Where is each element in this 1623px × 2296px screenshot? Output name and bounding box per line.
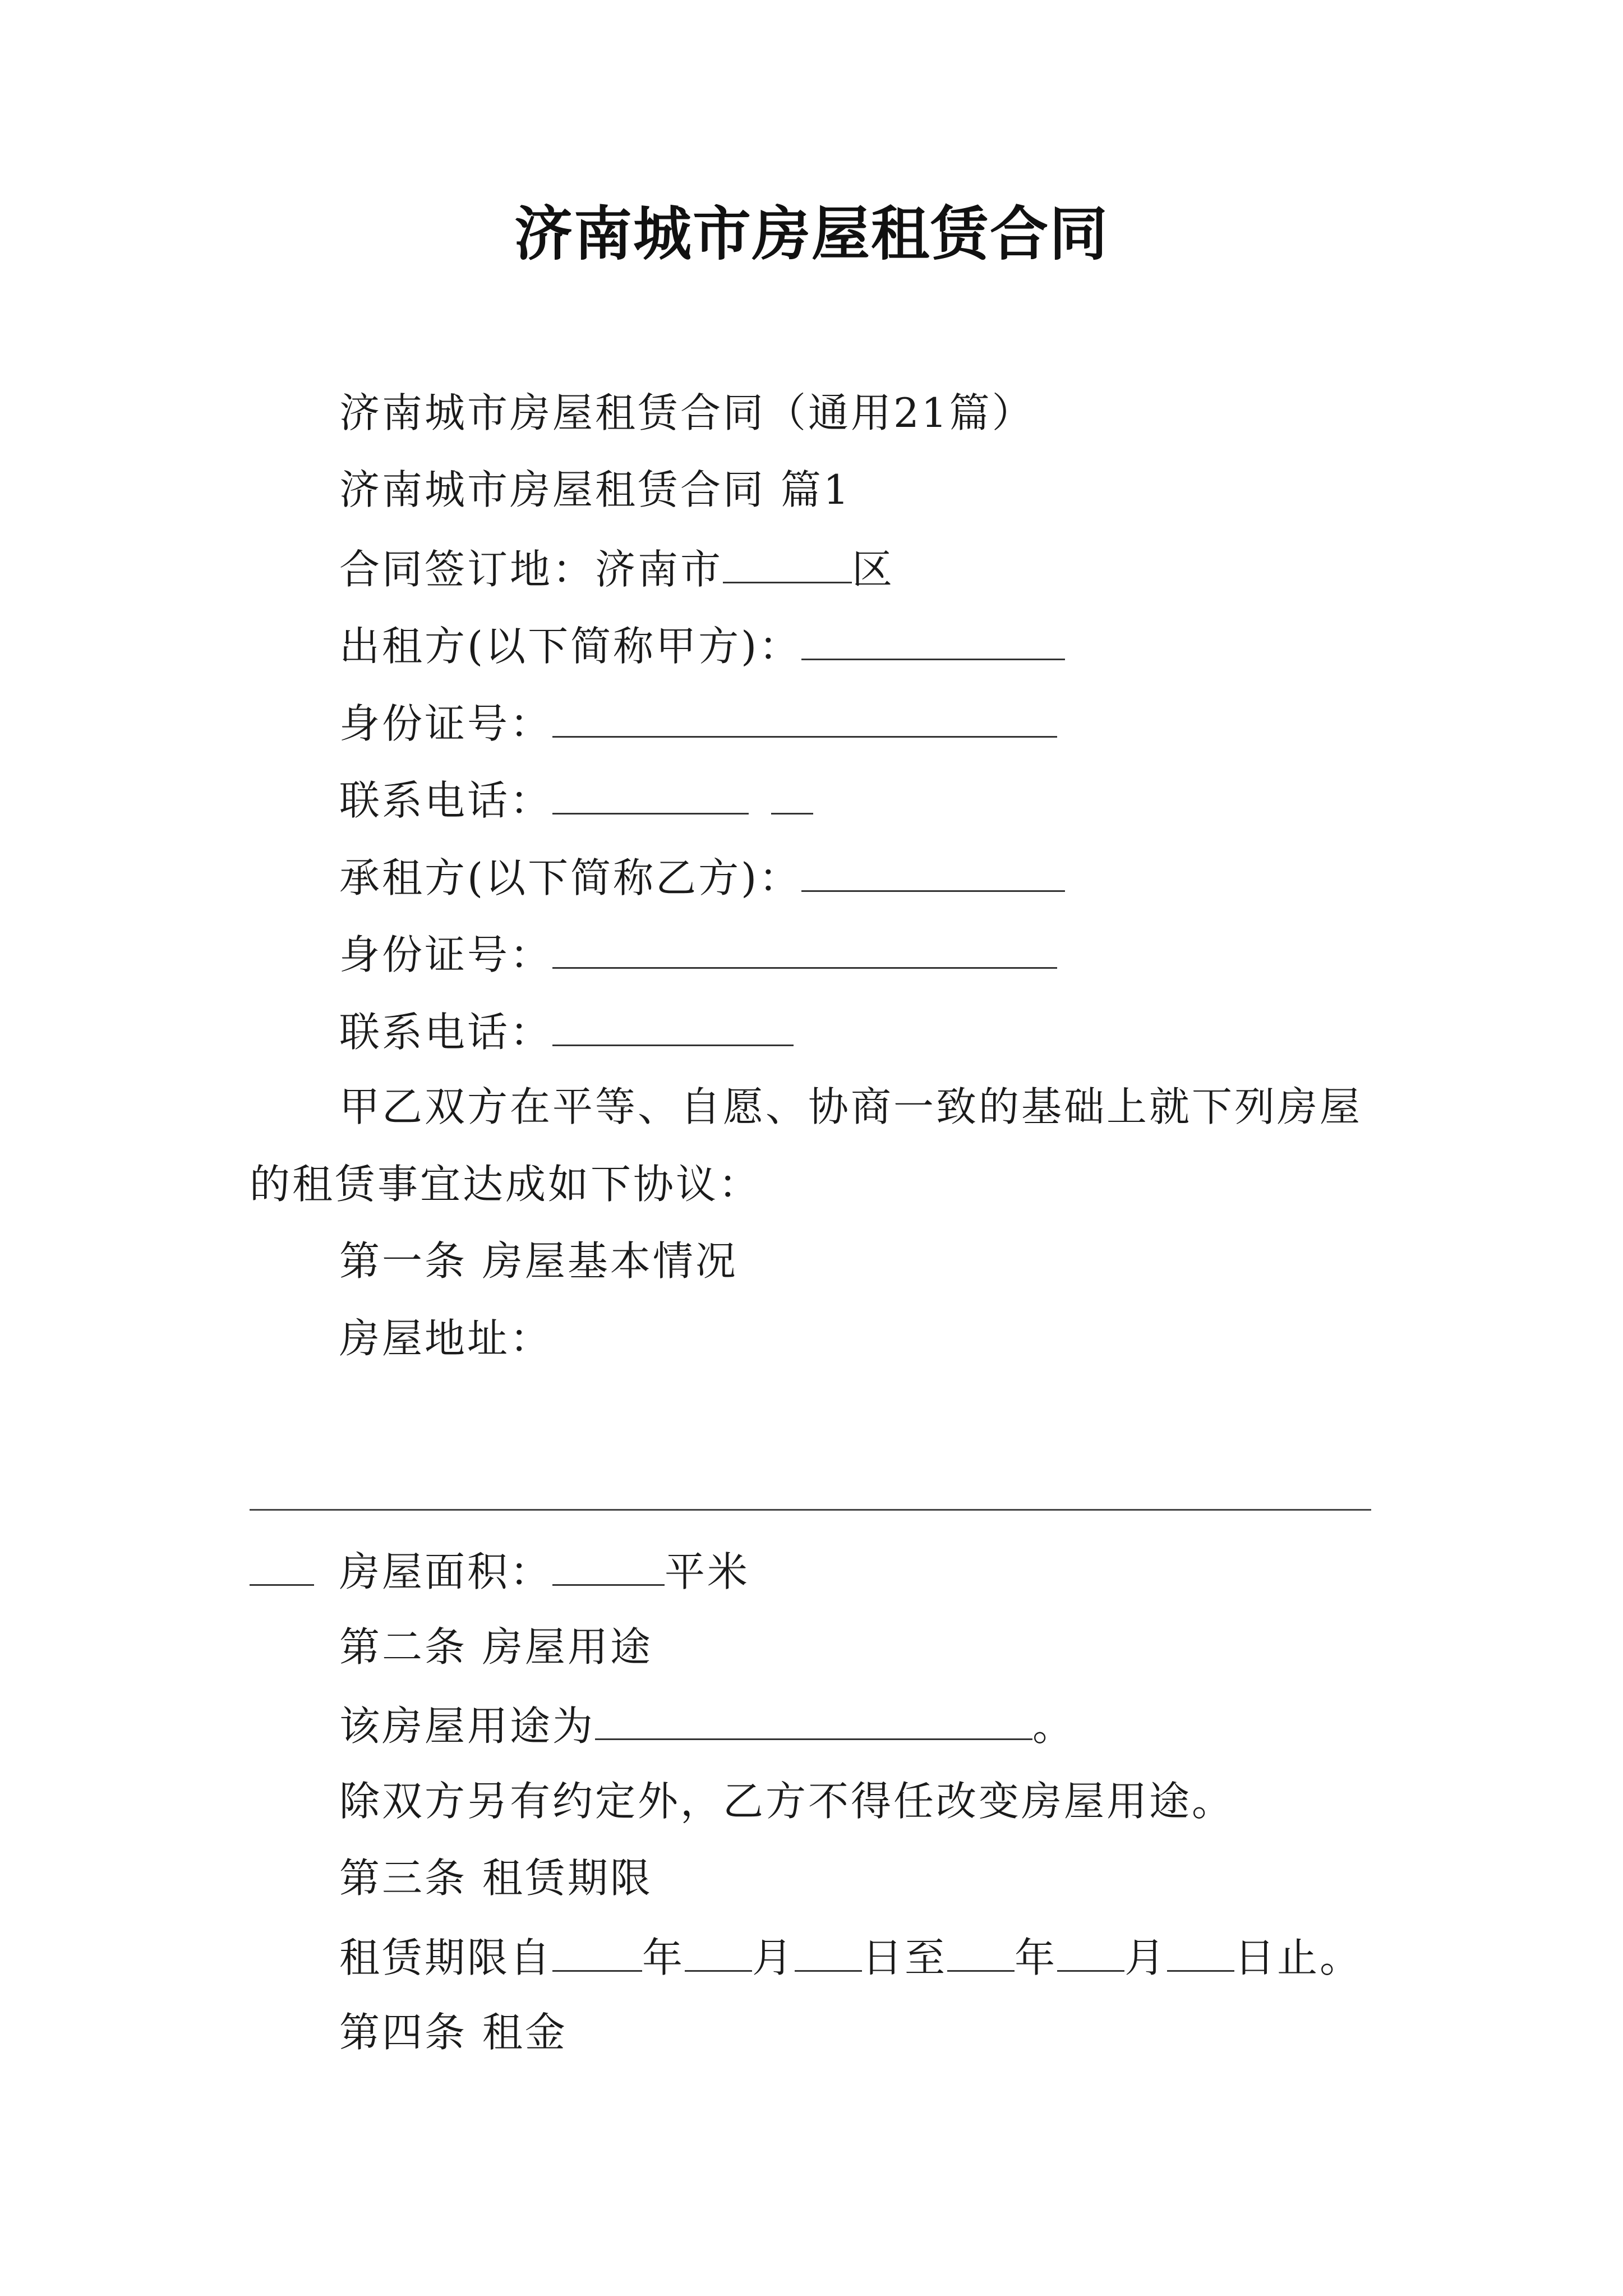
article-2-heading: 第二条 房屋用途 xyxy=(339,1623,653,1671)
area-label: 房屋面积： xyxy=(339,1548,553,1595)
term-year2-label: 年 xyxy=(1015,1934,1058,1981)
use-blank xyxy=(595,1704,1032,1740)
end-month-blank xyxy=(1057,1935,1124,1972)
start-day-blank xyxy=(795,1935,862,1972)
term-month-label: 月 xyxy=(752,1934,795,1981)
end-day-blank xyxy=(1167,1935,1234,1972)
lessor-label: 出租方(以下简称甲方)： xyxy=(339,623,802,670)
lessee-id-line xyxy=(339,931,1057,978)
intro-paragraph-line1: 甲乙双方在平等、自愿、协商一致的基础上就下列房屋 xyxy=(339,1083,1363,1130)
district-blank xyxy=(723,547,852,583)
lessor-id-label: 身份证号： xyxy=(339,700,553,747)
document-title: 济南城市房屋租赁合同 xyxy=(514,199,1109,268)
lessee-id-blank xyxy=(552,932,1057,969)
end-year-blank xyxy=(947,1935,1015,1972)
area-unit: 平米 xyxy=(665,1548,750,1595)
lessee-label: 承租方(以下简称乙方)： xyxy=(339,854,802,901)
term-month2-label: 月 xyxy=(1124,1934,1168,1981)
sign-place-label: 合同签订地：济南市 xyxy=(339,546,723,593)
lessor-phone-blank xyxy=(552,778,749,815)
start-year-blank xyxy=(552,1935,642,1972)
lessee-line xyxy=(339,854,1065,901)
lessor-id-blank xyxy=(552,701,1057,738)
address-label: 房屋地址： xyxy=(339,1315,553,1362)
intro-paragraph-line2: 的租赁事宜达成如下协议： xyxy=(250,1161,762,1208)
lessor-phone-blank-2 xyxy=(771,778,813,815)
subtitle: 济南城市房屋租赁合同（通用21篇） xyxy=(339,389,1035,436)
sign-place-line xyxy=(339,546,895,593)
start-month-blank xyxy=(685,1935,752,1972)
term-end-label: 日止。 xyxy=(1234,1934,1363,1981)
term-day-to-label: 日至 xyxy=(862,1934,948,1981)
address-blank-tail xyxy=(250,1549,314,1586)
lessor-line xyxy=(339,623,1065,670)
article-4-heading: 第四条 租金 xyxy=(339,2009,568,2056)
area-line xyxy=(250,1548,750,1595)
lessor-phone-line xyxy=(339,777,813,824)
article-3-heading: 第三条 租赁期限 xyxy=(339,1855,653,1902)
lessor-phone-label: 联系电话： xyxy=(339,777,553,824)
term-line xyxy=(339,1934,1363,1981)
use-label: 该房屋用途为 xyxy=(339,1703,596,1750)
lessor-blank xyxy=(801,624,1065,660)
address-blank-line xyxy=(250,1509,1371,1511)
lessee-phone-blank xyxy=(552,1010,794,1046)
term-year-label: 年 xyxy=(642,1934,685,1981)
use-line xyxy=(339,1703,1076,1750)
article-1-heading: 第一条 房屋基本情况 xyxy=(339,1237,738,1285)
term-label: 租赁期限自 xyxy=(339,1934,553,1981)
use-restriction: 除双方另有约定外，乙方不得任改变房屋用途。 xyxy=(339,1778,1235,1825)
lessee-phone-line xyxy=(339,1009,794,1056)
lessee-blank xyxy=(801,855,1065,892)
use-suffix: 。 xyxy=(1032,1703,1076,1750)
lessor-id-line xyxy=(339,700,1057,747)
sign-place-suffix: 区 xyxy=(852,546,895,593)
lessee-id-label: 身份证号： xyxy=(339,931,553,978)
part-heading: 济南城市房屋租赁合同 篇1 xyxy=(339,466,851,513)
lessee-phone-label: 联系电话： xyxy=(339,1009,553,1056)
area-blank xyxy=(552,1549,665,1586)
